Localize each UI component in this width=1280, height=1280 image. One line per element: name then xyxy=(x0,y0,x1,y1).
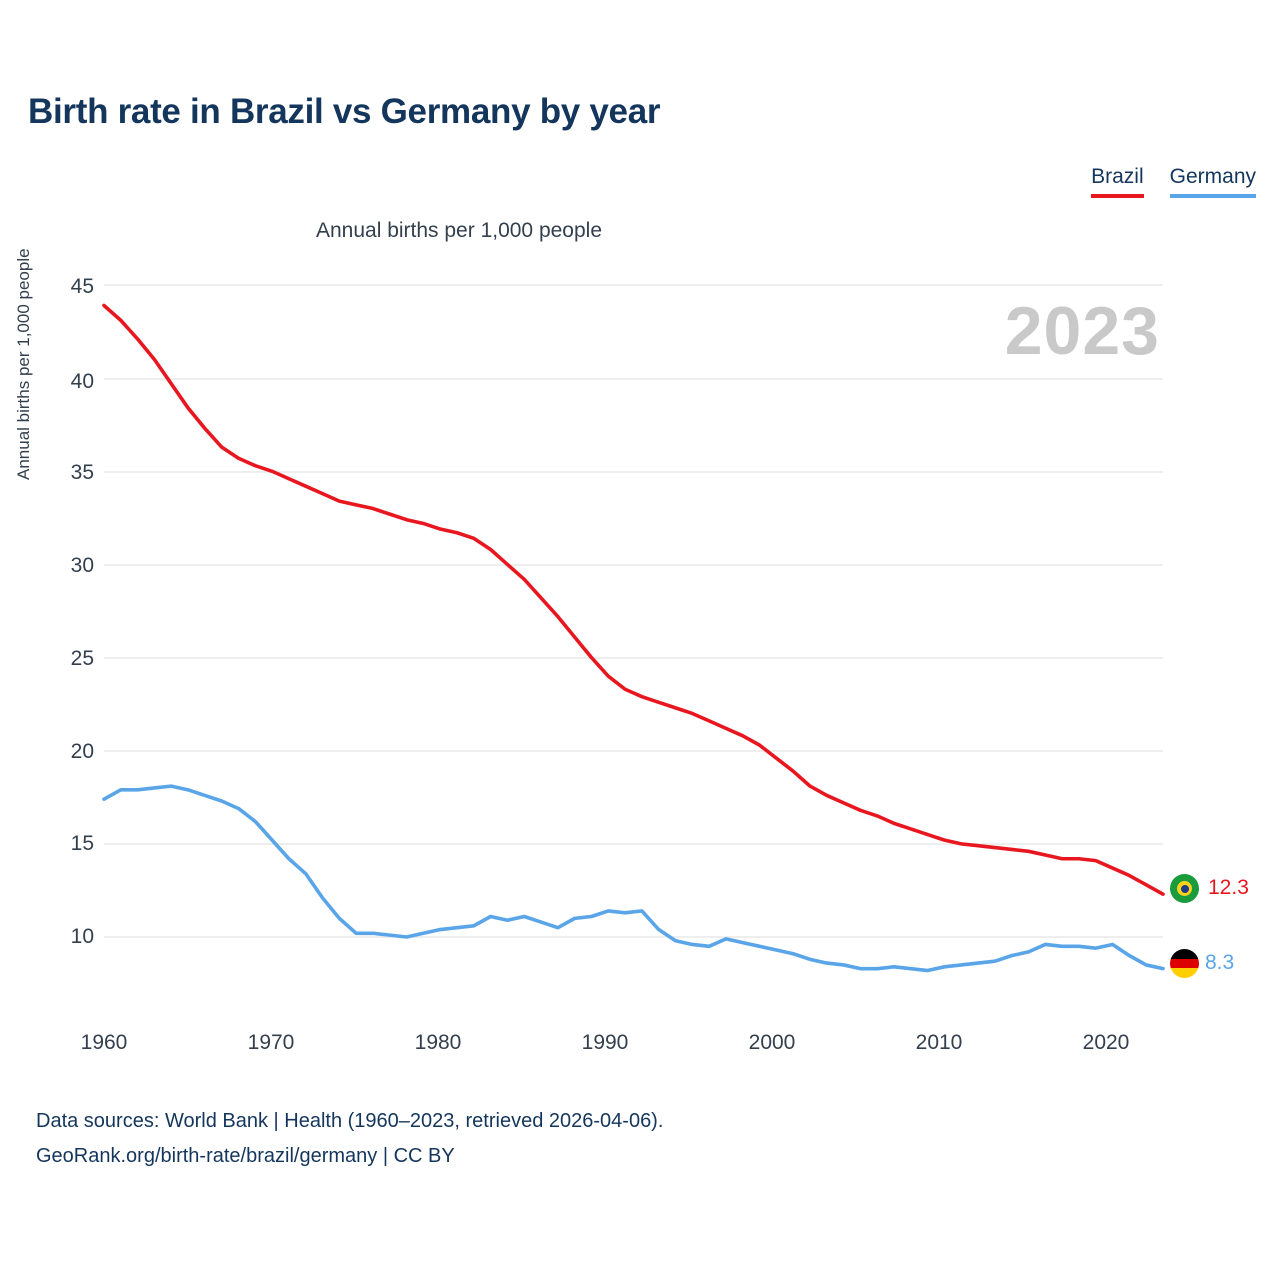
legend-item-brazil[interactable]: Brazil xyxy=(1091,166,1144,198)
gridlines xyxy=(104,285,1163,937)
y-axis-label: Annual births per 1,000 people xyxy=(14,248,33,480)
x-tick-2010: 2010 xyxy=(915,1031,963,1054)
brazil-flag-icon xyxy=(1170,874,1199,903)
y-tick-10: 10 xyxy=(70,925,94,948)
end-value-germany: 8.3 xyxy=(1205,951,1235,974)
x-tick-1970: 1970 xyxy=(247,1031,295,1054)
y-tick-20: 20 xyxy=(70,740,94,763)
x-tick-2000: 2000 xyxy=(748,1031,796,1054)
current-year-watermark: 2023 xyxy=(1004,293,1160,369)
chart-subtitle-text: Annual births per 1,000 people xyxy=(315,219,603,242)
series-line-germany xyxy=(104,786,1163,970)
y-tick-45: 45 xyxy=(70,275,94,298)
y-tick-25: 25 xyxy=(70,647,94,670)
x-tick-1980: 1980 xyxy=(414,1031,462,1054)
footer-attribution: GeoRank.org/birth-rate/brazil/germany | CC BY xyxy=(36,1145,455,1167)
y-tick-15: 15 xyxy=(70,832,94,855)
y-tick-40: 40 xyxy=(70,370,94,393)
germany-flag-icon xyxy=(1170,949,1199,978)
y-tick-30: 30 xyxy=(70,554,94,577)
y-tick-35: 35 xyxy=(70,461,94,484)
x-tick-1990: 1990 xyxy=(581,1031,629,1054)
x-tick-1960: 1960 xyxy=(80,1031,128,1054)
legend-item-germany[interactable]: Germany xyxy=(1170,166,1256,198)
footer-sources: Data sources: World Bank | Health (1960–2023, retrieved 2026-04-06). xyxy=(36,1110,664,1132)
series-line-brazil xyxy=(104,305,1163,894)
page-title: Birth rate in Brazil vs Germany by year xyxy=(28,92,661,131)
x-tick-2020: 2020 xyxy=(1082,1031,1130,1054)
footer xyxy=(36,1104,663,1174)
end-value-brazil: 12.3 xyxy=(1208,876,1249,899)
